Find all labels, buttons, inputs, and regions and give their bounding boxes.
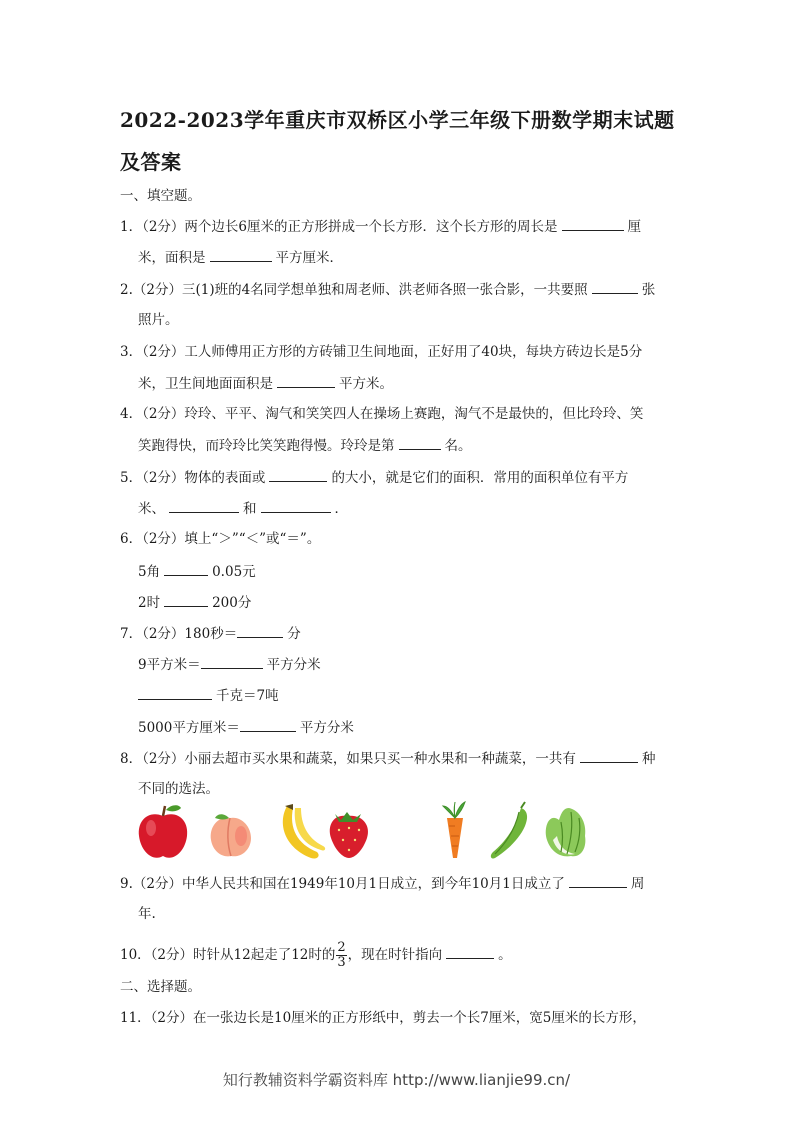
fraction-two-thirds — [336, 941, 346, 970]
q5-blank-1[interactable] — [269, 468, 327, 482]
section-1-heading: 一、填空题。 — [120, 188, 201, 204]
q5b-mid: 和 — [243, 501, 257, 517]
q1-text: 1．（2分）两个边长6厘米的正方形拼成一个长方形．这个长方形的周长是 — [120, 219, 558, 235]
question-7 — [120, 624, 301, 643]
peach-icon — [211, 814, 251, 856]
question-9-line2: 年. — [138, 906, 156, 922]
q5-text: 5．（2分）物体的表面或 — [120, 470, 266, 486]
question-7c — [138, 686, 279, 705]
question-8-line2: 不同的选法。 — [138, 781, 219, 797]
q10-text: 10．（2分）时针从12起走了12时的 — [120, 947, 336, 963]
section-2-heading: 二、选择题。 — [120, 979, 201, 995]
question-6b — [138, 593, 251, 612]
q10-end: 。 — [498, 947, 512, 963]
q8-blank[interactable] — [580, 749, 638, 763]
question-6a — [138, 562, 256, 581]
q1b-unit: 平方厘米． — [275, 250, 343, 266]
q6b-left: 2时 — [138, 595, 161, 611]
question-7d — [138, 718, 354, 737]
q3b-text: 米，卫生间地面面积是 — [138, 376, 273, 392]
q9-blank[interactable] — [569, 874, 627, 888]
question-7b — [138, 655, 321, 674]
q4b-unit: 名。 — [444, 438, 472, 454]
q9-unit: 周 — [630, 876, 645, 892]
q2-text: 2.（2分）三(1)班的4名同学想单独和周老师、洪老师各照一张合影，一共要照 — [120, 282, 588, 298]
q2-unit: 张 — [641, 282, 656, 298]
fraction-numerator: 2 — [337, 940, 346, 955]
question-1-line2 — [138, 248, 343, 267]
q7-text: 7．（2分）180秒＝ — [120, 626, 238, 642]
page-footer: 知行教辅资料学霸资料库 http://www.lianjie99.cn/ — [222, 1071, 571, 1089]
carrot-icon — [443, 802, 465, 858]
q9-text: 9.（2分）中华人民共和国在1949年10月1日成立，到今年10月1日成立了 — [120, 876, 565, 892]
q1-unit: 厘 — [627, 219, 642, 235]
pea-pod-icon — [491, 802, 527, 859]
q10-mid: ，现在时针指向 — [347, 947, 443, 963]
q4b-text: 笑跑得快，而玲玲比笑笑跑得慢。玲玲是第 — [138, 438, 395, 454]
question-10 — [120, 938, 512, 972]
q3b-unit: 平方米。 — [339, 376, 393, 392]
question-5-line1 — [120, 468, 628, 487]
q7c-unit: 千克＝7吨 — [216, 688, 279, 704]
q6b-blank[interactable] — [164, 593, 208, 607]
question-2-line1 — [120, 280, 655, 299]
question-11: 11．（2分）在一张边长是10厘米的正方形纸中，剪去一个长7厘米，宽5厘米的长方形， — [120, 1010, 646, 1026]
q1-blank-area[interactable] — [210, 248, 272, 262]
question-4-line1: 4．（2分）玲玲、平平、淘气和笑笑四人在操场上赛跑，淘气不是最快的，但比玲玲、笑 — [120, 406, 644, 422]
question-5-line2 — [138, 499, 348, 518]
question-1-line1 — [120, 217, 641, 236]
q5-text-end: 的大小，就是它们的面积．常用的面积单位有平方 — [331, 470, 629, 486]
q7b-unit: 平方分米 — [266, 657, 321, 673]
q6a-blank[interactable] — [164, 562, 208, 576]
q1-blank-perimeter[interactable] — [562, 217, 624, 231]
q10-blank[interactable] — [446, 945, 494, 959]
strawberry-icon — [330, 812, 368, 858]
q7-unit: 分 — [287, 626, 301, 642]
fraction-denominator: 3 — [337, 955, 346, 970]
q5-blank-2[interactable] — [169, 499, 239, 513]
doc-title-line1: 2022-2023学年重庆市双桥区小学三年级下册数学期末试题 — [120, 108, 675, 132]
question-3-line2 — [138, 374, 393, 393]
q7d-unit: 平方分米 — [299, 720, 354, 736]
cabbage-icon — [546, 808, 586, 856]
q8-text: 8．（2分）小丽去超市买水果和蔬菜，如果只买一种水果和一种蔬菜，一共有 — [120, 751, 576, 767]
q6b-right: 200分 — [212, 595, 252, 611]
q7-blank-3[interactable] — [138, 686, 212, 700]
q7b-text: 9平方米＝ — [138, 657, 201, 673]
question-6: 6．（2分）填上“＞”“＜”或“＝”。 — [120, 531, 321, 547]
q5b-text: 米、 — [138, 501, 165, 517]
q5b-end: ． — [334, 501, 348, 517]
q7-blank-1[interactable] — [237, 624, 283, 638]
apple-icon — [139, 805, 187, 858]
q1b-text: 米，面积是 — [138, 250, 206, 266]
q6a-left: 5角 — [138, 564, 161, 580]
question-4-line2 — [138, 436, 472, 455]
banana-icon — [283, 804, 325, 859]
doc-title-line2: 及答案 — [120, 150, 182, 174]
question-2-line2: 照片。 — [138, 312, 179, 328]
q7-blank-4[interactable] — [240, 718, 296, 732]
q3-blank[interactable] — [277, 374, 335, 388]
question-9-line1 — [120, 874, 644, 893]
question-3-line1: 3．（2分）工人师傅用正方形的方砖铺卫生间地面，正好用了40块，每块方砖边长是5分 — [120, 344, 643, 360]
q2-blank[interactable] — [592, 280, 638, 294]
q5-blank-3[interactable] — [261, 499, 331, 513]
fruit-vegetable-image — [135, 800, 595, 864]
q7d-text: 5000平方厘米＝ — [138, 720, 240, 736]
q4-blank[interactable] — [399, 436, 441, 450]
q8-unit: 种 — [641, 751, 656, 767]
q7-blank-2[interactable] — [201, 655, 263, 669]
q6a-right: 0.05元 — [212, 564, 256, 580]
question-8-line1 — [120, 749, 655, 768]
